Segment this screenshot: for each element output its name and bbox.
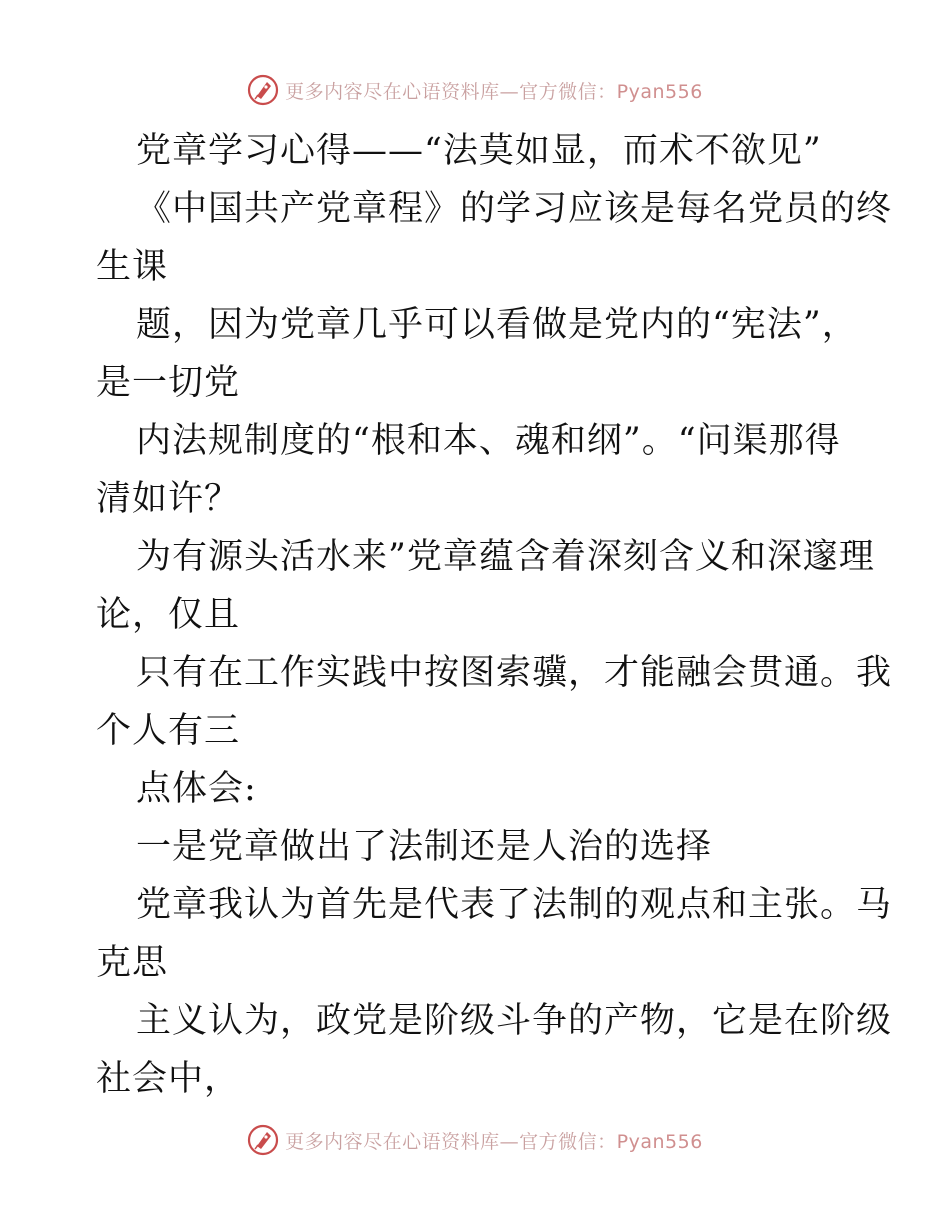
text-line: 主义认为，政党是阶级斗争的产物，它是在阶级	[136, 1001, 893, 1041]
text-line: 清如许？	[96, 479, 241, 519]
watermark-text: 更多内容尽在心语资料库—官方微信：Pyan556	[285, 80, 703, 103]
wechat-account: Pyan556	[616, 80, 703, 103]
text-line: 生课	[96, 247, 169, 287]
text-line: 个人有三	[96, 711, 241, 751]
text-line: 只有在工作实践中按图索骥，才能融会贯通。我	[136, 653, 893, 693]
watermark-banner-footer	[247, 1124, 703, 1156]
text-line: 内法规制度的“根和本、魂和纲”。“问渠那得	[136, 421, 841, 461]
text-line: 论，仅且	[96, 595, 241, 635]
text-line: 《中国共产党章程》的学习应该是每名党员的终	[136, 189, 893, 229]
text-line: 为有源头活水来”党章蕴含着深刻含义和深邃理	[136, 537, 875, 577]
text-line: 点体会:	[136, 769, 257, 809]
text-line: 社会中，	[96, 1059, 241, 1099]
text-line: 题，因为党章几乎可以看做是党内的“宪法”，	[136, 305, 858, 345]
page-header	[0, 70, 950, 110]
wechat-account-footer: Pyan556	[616, 1130, 703, 1153]
watermark-text-footer: 更多内容尽在心语资料库—官方微信：Pyan556	[285, 1130, 703, 1153]
watermark-banner	[247, 74, 703, 106]
text-line: 党章我认为首先是代表了法制的观点和主张。马	[136, 885, 893, 925]
page-footer	[0, 1120, 950, 1160]
text-line: 党章学习心得——“法莫如显，而术不欲见”	[136, 131, 822, 171]
document-body	[96, 122, 893, 1108]
pen-nib-logo-icon	[247, 74, 279, 106]
pen-nib-logo-icon	[247, 1124, 279, 1156]
text-line: 是一切党	[96, 363, 241, 403]
text-line: 克思	[96, 943, 169, 983]
text-line: 一是党章做出了法制还是人治的选择	[136, 827, 713, 867]
